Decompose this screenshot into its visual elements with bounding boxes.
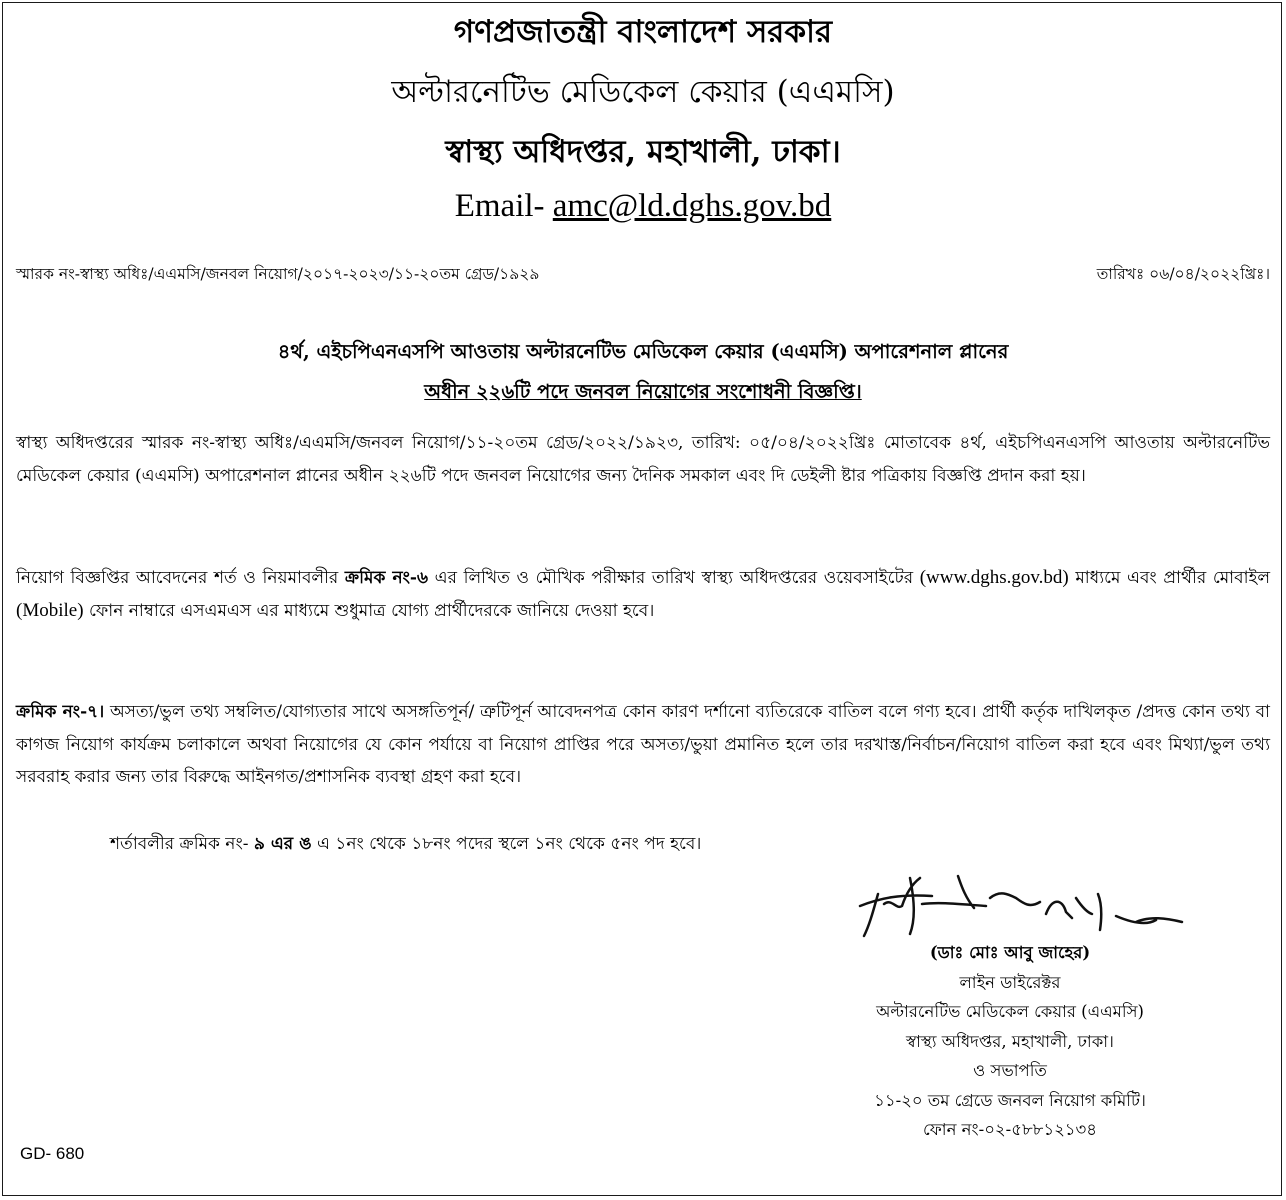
paragraph-2 bbox=[16, 562, 1270, 627]
p3-serial-bold: ক্রমিক নং-৭। bbox=[16, 702, 105, 722]
subject-line-2: অধীন ২২৬টি পদে জনবল নিয়োগের সংশোধনী বিজ্ঞপ্তি। bbox=[424, 380, 862, 403]
signature-block bbox=[740, 938, 1280, 1145]
p2-text-d: ফোন নাম্বারে এসএমএস এর মাধ্যমে শুধুমাত্র যোগ্য প্রার্থীদেরকে জানিয়ে দেওয়া হবে। bbox=[83, 600, 655, 621]
govt-title: গণপ্রজাতন্ত্রী বাংলাদেশ সরকার bbox=[453, 14, 833, 50]
gd-number: GD- 680 bbox=[20, 1144, 85, 1163]
handwritten-signature bbox=[840, 868, 1200, 940]
mobile-word: (Mobile) bbox=[16, 599, 84, 621]
p2-text-a: নিয়োগ বিজ্ঞপ্তির আবেদনের শর্ত ও নিয়মাবলীর bbox=[16, 568, 345, 588]
p2-text-b: এর লিখিত ও মৌখিক পরীক্ষার তারিখ স্বাস্থ্য অধিদপ্তরের ওয়েবসাইটের bbox=[428, 568, 920, 588]
p3-text: অসত্য/ভুল তথ্য সম্বলিত/যোগ্যতার সাথে অসঙ্গতিপূর্ন/ ত্রুটিপূর্ন আবেদনপত্র কোন কারণ দর্শানো ব্যতিরেকে বাতিল বলে গণ্য হবে। প্রার্থী কর্তৃক দাখিলকৃত /প্রদত্ত কোন তথ্য বা কাগজ নিয়োগ কার্যক্রম চলাকালে অথবা নিয়োগের যে কোন পর্যায়ে বা নিয়োগ প্রাপ্তির পরে অসত্য/ভুয়া প্রমানিত হলে তার দরখাস্ত/নির্বাচন/নিয়োগ বাতিল করা হবে এবং মিথ্যা/ভুল তথ্য সরবরাহ করার জন্য তার বিরুদ্ধে আইনগত/প্রশাসনিক ব্যবস্থা গ্রহণ করা হবে। bbox=[16, 702, 1270, 787]
p4-text-b: এ ১নং থেকে ১৮নং পদের স্থলে ১নং থেকে ৫নং পদ হবে। bbox=[311, 834, 702, 854]
signatory-title: লাইন ডাইরেক্টর bbox=[959, 972, 1061, 992]
signatory-chair: ও সভাপতি bbox=[973, 1061, 1047, 1080]
notice-subject bbox=[0, 332, 1286, 412]
signatory-committee: ১১-২০ তম গ্রেডে জনবল নিয়োগ কমিটি। bbox=[874, 1090, 1146, 1110]
subject-line-1: ৪র্থ, এইচপিএনএসপি আওতায় অল্টারনেটিভ মেডিকেল কেয়ার (এএমসি) অপারেশনাল প্লানের bbox=[277, 340, 1009, 363]
email-label: Email- bbox=[454, 188, 553, 224]
email-line bbox=[0, 188, 1286, 225]
paragraph-4 bbox=[110, 828, 990, 861]
signatory-phone: ফোন নং-০২-৫৮৮১২১৩৪ bbox=[923, 1120, 1097, 1139]
signatory-address: স্বাস্থ্য অধিদপ্তর, মহাখালী, ঢাকা। bbox=[906, 1031, 1114, 1051]
p4-text-a: শর্তাবলীর ক্রমিক নং- bbox=[110, 834, 254, 854]
office-name: অল্টারনেটিভ মেডিকেল কেয়ার (এএমসি) bbox=[391, 74, 895, 110]
website-link[interactable]: (www.dghs.gov.bd) bbox=[919, 567, 1069, 588]
signatory-name: (ডাঃ মোঃ আবু জাহের) bbox=[929, 943, 1091, 962]
paragraph-3 bbox=[16, 696, 1270, 794]
office-address: স্বাস্থ্য অধিদপ্তর, মহাখালী, ঢাকা। bbox=[445, 134, 841, 170]
memo-date: তারিখঃ ০৬/০৪/২০২২খ্রিঃ। bbox=[1096, 265, 1270, 283]
signatory-org: অল্টারনেটিভ মেডিকেল কেয়ার (এএমসি) bbox=[876, 1002, 1144, 1021]
memo-reference: স্মারক নং-স্বাস্থ্য অধিঃ/এএমসি/জনবল নিয়োগ/২০১৭-২০২৩/১১-২০তম গ্রেড/১৯২৯ bbox=[16, 265, 540, 283]
p4-bold: ৯ এর ঙ bbox=[253, 834, 312, 854]
p2-serial-bold: ক্রমিক নং-৬ bbox=[344, 568, 429, 588]
paragraph-1: স্বাস্থ্য অধিদপ্তরের স্মারক নং-স্বাস্থ্য অধিঃ/এএমসি/জনবল নিয়োগ/১১-২০তম গ্রেড/২০২২/১৯২৩, তারিখ: ০৫/০৪/২০২২খ্রিঃ মোতাবেক ৪র্থ, এইচপিএনএসপি আওতায় অল্টারনেটিভ মেডিকেল কেয়ার (এএমসি) অপারেশনাল প্লানের অধীন ২২৬টি পদে জনবল নিয়োগের জন্য দৈনিক সমকাল এবং দি ডেইলী ষ্টার পত্রিকায় বিজ্ঞপ্তি প্রদান করা হয়। bbox=[16, 433, 1270, 486]
email-link[interactable]: amc@ld.dghs.gov.bd bbox=[552, 188, 832, 224]
p2-text-c: মাধ্যমে এবং প্রার্থীর মোবাইল bbox=[1068, 568, 1271, 588]
